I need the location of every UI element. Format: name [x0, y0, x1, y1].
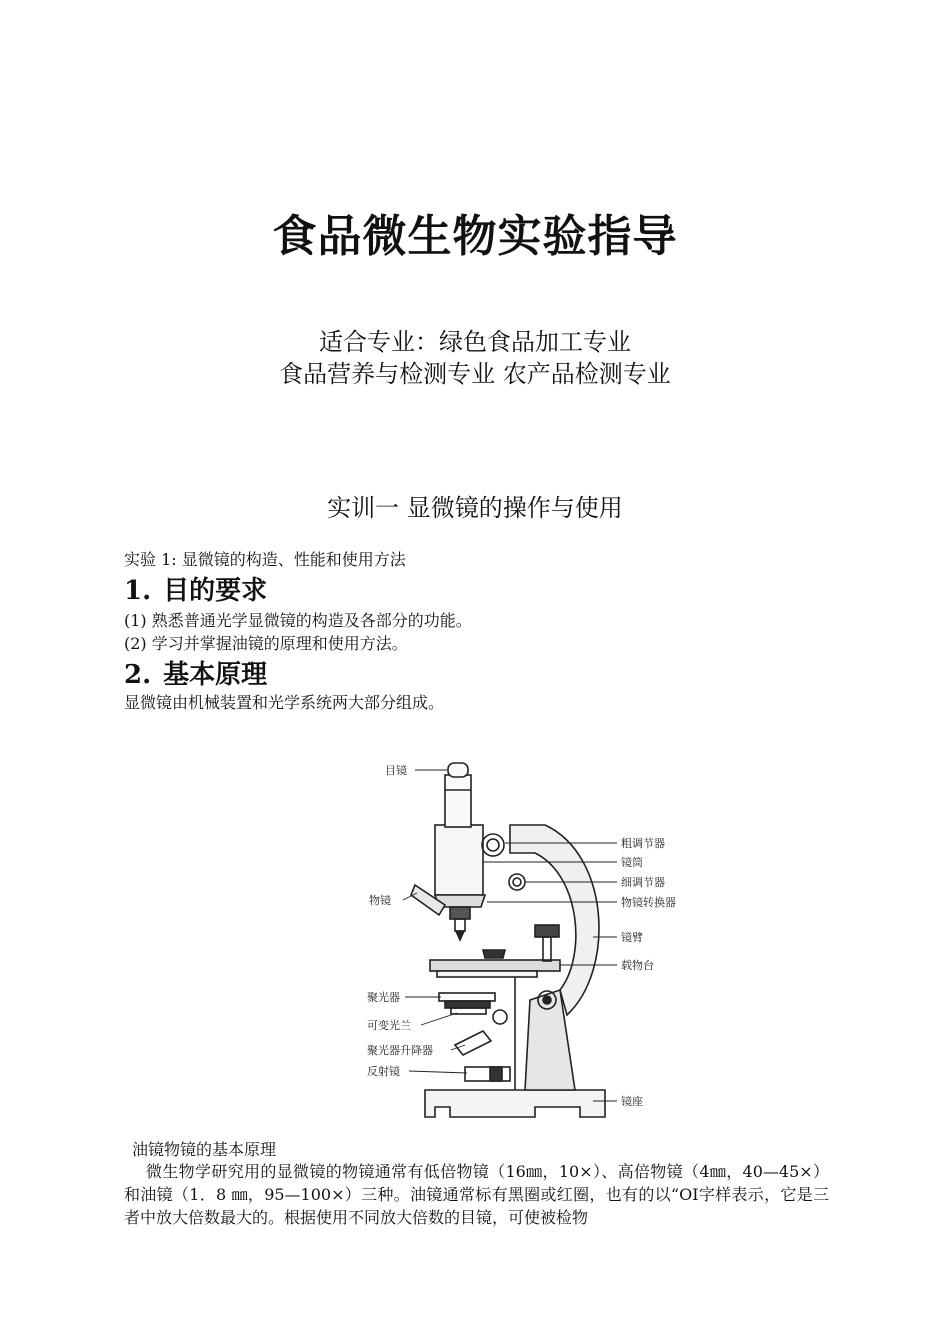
heading-number: 2. — [124, 660, 152, 690]
majors-line-1: 适合专业：绿色食品加工专业 — [319, 328, 631, 356]
label-objective: 物镜 — [369, 894, 391, 907]
label-fine-adjustment: 细调节器 — [621, 876, 665, 889]
microscope-illustration — [355, 745, 695, 1125]
section-title: 实训一 显微镜的操作与使用 — [327, 494, 623, 522]
applicable-majors — [0, 326, 950, 390]
objective-item: (1) 熟悉普通光学显微镜的构造及各部分的功能。 — [124, 611, 472, 630]
label-nosepiece: 物镜转换器 — [621, 896, 676, 909]
label-diaphragm: 可变光兰 — [367, 1019, 411, 1032]
heading-text: 目的要求 — [163, 576, 268, 606]
label-condenser: 聚光器 — [367, 991, 400, 1004]
label-stage: 载物台 — [621, 959, 654, 972]
heading-principle — [124, 654, 267, 691]
heading-text: 基本原理 — [163, 660, 268, 690]
principle-text: 显微镜由机械装置和光学系统两大部分组成。 — [124, 693, 445, 712]
experiment-title: 实验 1: 显微镜的构造、性能和使用方法 — [124, 550, 406, 569]
objective-item: (2) 学习并掌握油镜的原理和使用方法。 — [124, 634, 408, 653]
majors-line-2: 食品营养与检测专业 农产品检测专业 — [279, 360, 671, 388]
label-condenser-lift: 聚光器升降器 — [367, 1044, 433, 1057]
heading-objectives — [124, 570, 267, 607]
oil-objective-heading — [124, 1137, 276, 1160]
label-coarse-adjustment: 粗调节器 — [621, 837, 665, 850]
oil-objective-paragraph: 微生物学研究用的显微镜的物镜通常有低倍物镜（16㎜，10×）、高倍物镜（4㎜，40—45×）和油镜（1．8 ㎜，95—100×）三种。油镜通常标有黑圈或红圈，也有的以“OI字样表示，它是三者中放大倍数最大的。根据使用不同放大倍数的目镜，可使被检物 — [124, 1162, 829, 1227]
microscope-diagram — [355, 745, 695, 1125]
document-title: 食品微生物实验指导 — [272, 211, 678, 262]
oil-objective-title: 油镜物镜的基本原理 — [132, 1140, 277, 1159]
label-tube: 镜筒 — [621, 856, 643, 869]
label-base: 镜座 — [621, 1095, 643, 1108]
label-arm: 镜臂 — [621, 931, 643, 944]
label-mirror: 反射镜 — [367, 1065, 400, 1078]
label-eyepiece: 目镜 — [385, 764, 407, 777]
heading-number: 1. — [124, 576, 152, 606]
